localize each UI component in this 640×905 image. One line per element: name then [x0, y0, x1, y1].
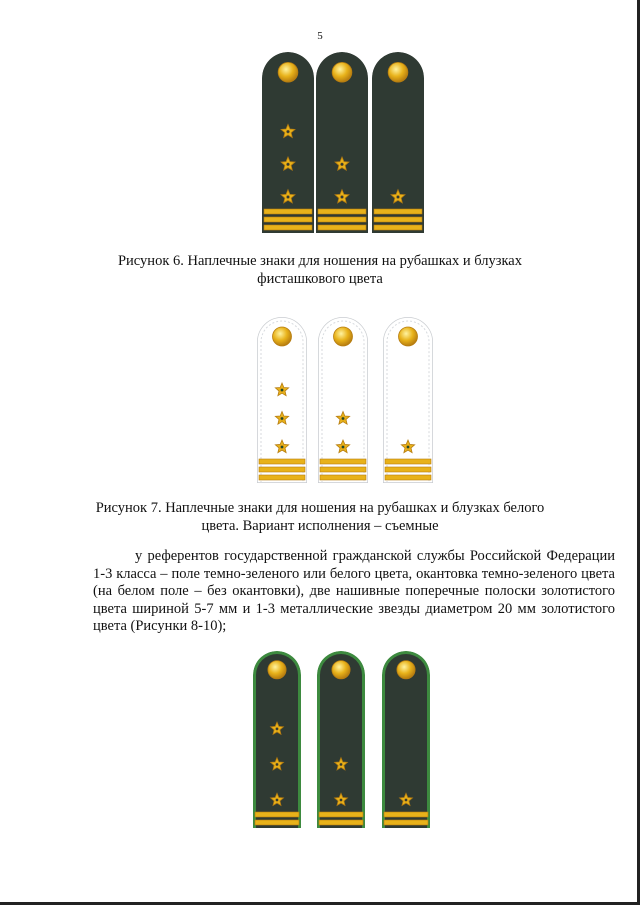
star-center	[340, 799, 343, 802]
button-icon	[278, 62, 298, 82]
button-icon	[273, 327, 292, 346]
gold-stripe	[384, 820, 428, 825]
gold-stripe	[264, 217, 312, 222]
epaulette-3-stars	[262, 52, 314, 233]
button-icon	[334, 327, 353, 346]
gold-stripe	[264, 225, 312, 230]
gold-stripe	[385, 459, 431, 464]
gold-stripe	[374, 225, 422, 230]
gold-stripe	[318, 209, 366, 214]
gold-stripe	[255, 812, 299, 817]
figure6-caption-line1: Рисунок 6. Наплечные знаки для ношения на рубашках и блузках	[117, 253, 522, 269]
star-center	[405, 799, 408, 802]
gold-stripe	[318, 217, 366, 222]
figure7-caption	[0, 499, 640, 535]
star-center	[276, 763, 279, 766]
star-center	[286, 130, 289, 133]
star-center	[286, 195, 289, 198]
epaulette-1-star	[382, 651, 430, 828]
gold-stripe	[385, 467, 431, 472]
star-center	[286, 163, 289, 166]
body-paragraph-text: у референтов государственной гражданской службы Российской Федерации 1-3 класса – поле темно-зеленого или белого цвета, окантовка темно-зеленого цвета (на белом поле – без окантовки), две нашивные поперечные полоски золотистого цвета шириной 5-7 мм и 1-3 металлические звезды диаметром 20 мм золотистого цвета (Рисунки 8-10);	[93, 548, 615, 634]
gold-stripe	[259, 475, 305, 480]
button-icon	[332, 62, 352, 82]
body-paragraph	[93, 548, 615, 636]
gold-stripe	[320, 467, 366, 472]
epaulette-2-stars	[317, 651, 365, 828]
gold-stripe	[320, 459, 366, 464]
star-center	[280, 417, 283, 420]
epaulette-3-stars	[253, 651, 301, 828]
button-icon	[397, 661, 415, 679]
star-center	[396, 195, 399, 198]
gold-stripe	[264, 209, 312, 214]
star-center	[406, 445, 409, 448]
gold-stripe	[384, 812, 428, 817]
epaulette-1-star	[372, 52, 424, 233]
star-center	[276, 799, 279, 802]
button-icon	[399, 327, 418, 346]
button-icon	[268, 661, 286, 679]
figure6-caption	[0, 252, 640, 288]
figure7-caption-line2: цвета. Вариант исполнения – съемные	[201, 518, 439, 534]
gold-stripe	[259, 459, 305, 464]
figure6-caption-line2: фисташкового цвета	[257, 271, 383, 287]
epaulette-1-star	[383, 317, 433, 483]
gold-stripe	[385, 475, 431, 480]
button-icon	[388, 62, 408, 82]
gold-stripe	[255, 820, 299, 825]
gold-stripe	[320, 475, 366, 480]
star-center	[340, 163, 343, 166]
gold-stripe	[259, 467, 305, 472]
star-center	[280, 389, 283, 392]
star-center	[340, 763, 343, 766]
star-center	[341, 445, 344, 448]
figure7-caption-line1: Рисунок 7. Наплечные знаки для ношения на рубашках и блузках белого	[95, 500, 545, 516]
gold-stripe	[319, 820, 363, 825]
gold-stripe	[319, 812, 363, 817]
page-number: 5	[317, 30, 323, 42]
gold-stripe	[374, 217, 422, 222]
button-icon	[332, 661, 350, 679]
epaulette-3-stars	[257, 317, 307, 483]
epaulette-2-stars	[316, 52, 368, 233]
gold-stripe	[374, 209, 422, 214]
epaulette-2-stars	[318, 317, 368, 483]
star-center	[341, 417, 344, 420]
star-center	[340, 195, 343, 198]
star-center	[276, 727, 279, 730]
star-center	[280, 445, 283, 448]
gold-stripe	[318, 225, 366, 230]
